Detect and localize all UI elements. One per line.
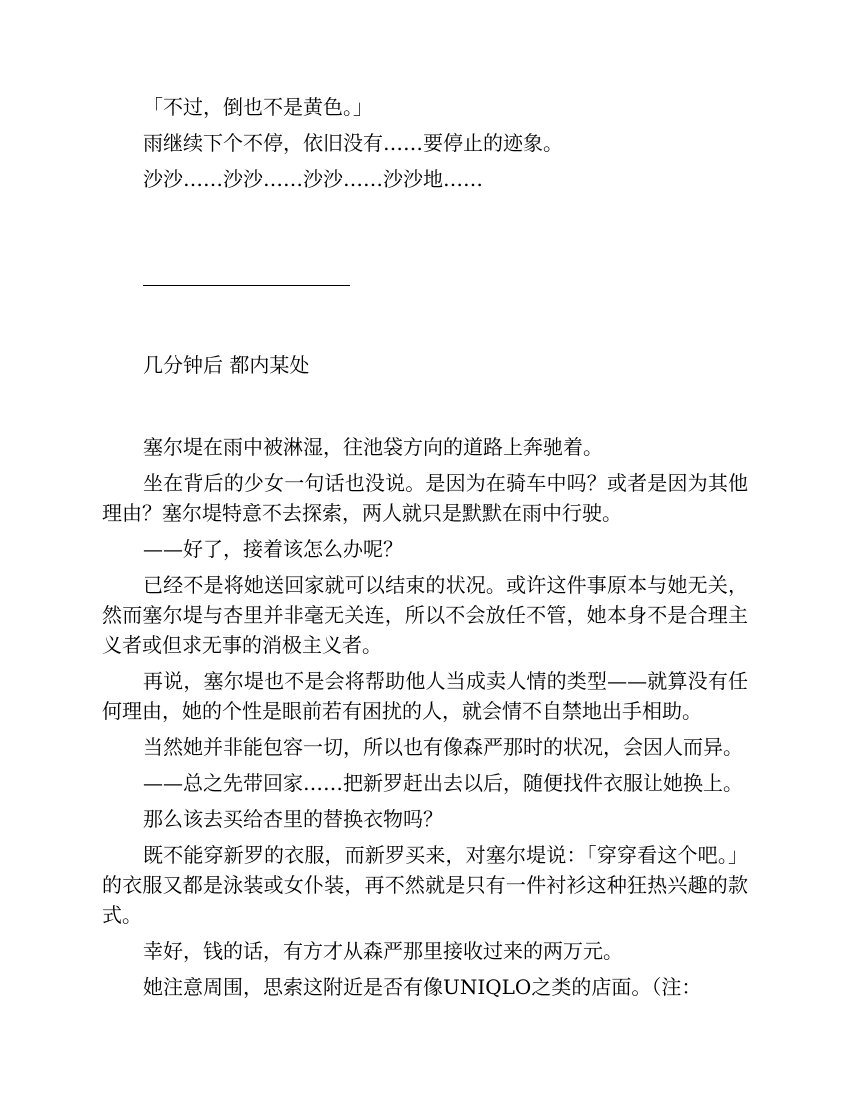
paragraph: 已经不是将她送回家就可以结束的状况。或许这件事原本与她无关，然而塞尔堤与杏里并非毫无关连，所以不会放任不管，她本身不是合理主义者或但求无事的消极主义者。 bbox=[102, 573, 748, 657]
paragraph: 雨继续下个不停，依旧没有……要停止的迹象。 bbox=[143, 131, 563, 155]
spacer bbox=[102, 294, 748, 350]
paragraph: 当然她并非能包容一切，所以也有像森严那时的状况，会因人而异。 bbox=[143, 735, 743, 759]
paragraph: ——好了，接着该怎么办呢？ bbox=[143, 537, 403, 561]
document-body bbox=[102, 92, 748, 1008]
paragraph: 既不能穿新罗的衣服，而新罗买来，对塞尔堤说：「穿穿看这个吧。」的衣服又都是泳装或女仆装，再不然就是只有一件衬衫这种狂热兴趣的款式。 bbox=[102, 843, 748, 927]
paragraph: 坐在背后的少女一句话也没说。是因为在骑车中吗？或者是因为其他理由？塞尔堤特意不去探索，两人就只是默默在雨中行驶。 bbox=[102, 471, 748, 525]
section-divider bbox=[102, 264, 748, 294]
paragraph: 幸好，钱的话，有方才从森严那里接收过来的两万元。 bbox=[143, 939, 623, 963]
paragraph: ——总之先带回家……把新罗赶出去以后，随便找件衣服让她换上。 bbox=[143, 771, 743, 795]
paragraph: 她注意周围，思索这附近是否有像UNIQLO之类的店面。（注： bbox=[143, 975, 702, 999]
paragraph: 沙沙……沙沙……沙沙……沙沙地…… bbox=[143, 167, 483, 191]
paragraph: 再说，塞尔堤也不是会将帮助他人当成卖人情的类型——就算没有任何理由，她的个性是眼前若有困扰的人，就会情不自禁地出手相助。 bbox=[102, 669, 748, 723]
divider-line bbox=[143, 285, 350, 286]
spacer bbox=[102, 386, 748, 432]
paragraph: 「不过，倒也不是黄色。」 bbox=[143, 95, 373, 119]
paragraph: 那么该去买给杏里的替换衣物吗？ bbox=[143, 807, 443, 831]
spacer bbox=[102, 200, 748, 264]
paragraph: 塞尔堤在雨中被淋湿，往池袋方向的道路上奔驰着。 bbox=[143, 435, 603, 459]
scene-heading: 几分钟后 都内某处 bbox=[143, 353, 310, 377]
